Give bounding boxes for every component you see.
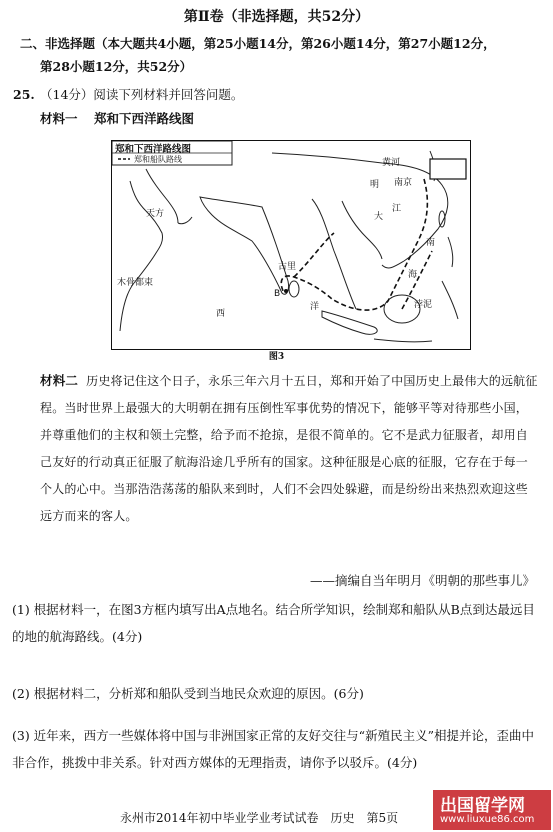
- map-drawing: [112, 141, 470, 349]
- label-hai: 海: [408, 270, 418, 280]
- question-1: (1) 根据材料一，在图3方框内填写出A点地名。结合所学知识，绘制郑和船队从B点到达最远目的地的航海路线。(4分): [12, 602, 535, 644]
- page-title: 第Ⅱ卷（非选择题，共52分）: [183, 9, 370, 25]
- watermark-brand: 出国留学网: [440, 796, 525, 816]
- material2-text: 历史将记住这个日子，永乐三年六月十五日，郑和开始了中国历史上最伟大的远航征程。当时世界上最强大的大明朝在拥有压倒性军事优势的情况下，能够平等对待那些小国，并尊重他们的主权和领土完整，给予而不抢掠，是很不简单的。它不是武力征服者，却用自己友好的行动真正征服了航海沿途几乎所有的国家。这种征服是心底的征服，它存在于每一个人的心中。当那浩浩荡荡的船队来到时，人们不会四处躲避，而是纷纷出来热烈欢迎这些远方而来的客人。: [40, 374, 538, 523]
- label-ming: 明: [370, 180, 380, 190]
- material1-label: 材料一: [40, 111, 78, 126]
- question-2: (2) 根据材料二，分析郑和船队受到当地民众欢迎的原因。(6分): [12, 686, 364, 701]
- material2-label: 材料二: [40, 373, 79, 388]
- label-boni: 浡泥: [414, 300, 433, 310]
- label-nan: 南: [426, 238, 436, 248]
- legend-title: 郑和下西洋路线图: [115, 144, 192, 155]
- material2-source: ——摘编自当年明月《明朝的那些事儿》: [310, 573, 536, 588]
- label-point-b: B: [274, 289, 281, 299]
- watermark-url: www.liuxue86.com: [440, 814, 535, 825]
- question-number: 25.: [13, 87, 35, 102]
- section-heading-cont: 第28小题12分，共52分）: [40, 59, 193, 74]
- label-jiang: 江: [392, 204, 402, 214]
- label-da: 大: [374, 212, 384, 222]
- label-nanjing: 南京: [394, 178, 413, 188]
- label-yang: 洋: [310, 302, 320, 312]
- section-heading: 二、非选择题（本大题共4小题，第25小题14分，第26小题14分，第27小题12分，: [20, 36, 496, 51]
- legend-item: 郑和船队路线: [134, 155, 182, 164]
- material2-paragraph: [40, 367, 540, 530]
- label-xi: 西: [216, 309, 226, 319]
- label-guli: 古里: [278, 262, 297, 272]
- page-footer: 永州市2014年初中毕业学业考试试卷 历史 第5页: [120, 811, 399, 825]
- label-tianfang: 天方: [146, 209, 165, 219]
- voyage-map: [111, 140, 471, 350]
- label-huanghe: 黄河: [382, 158, 401, 168]
- figure-caption: 图3: [268, 352, 285, 362]
- label-mugudushu: 木骨都束: [117, 278, 154, 288]
- question-3: (3) 近年来，西方一些媒体将中国与非洲国家正常的友好交往与“新殖民主义”相提并论，歪曲中非合作，挑拨中非关系。针对西方媒体的无理指责，请你予以驳斥。(4分): [12, 728, 534, 770]
- question-intro: （14分）阅读下列材料并回答问题。: [40, 87, 244, 102]
- material1-title: 郑和下西洋路线图: [94, 111, 195, 126]
